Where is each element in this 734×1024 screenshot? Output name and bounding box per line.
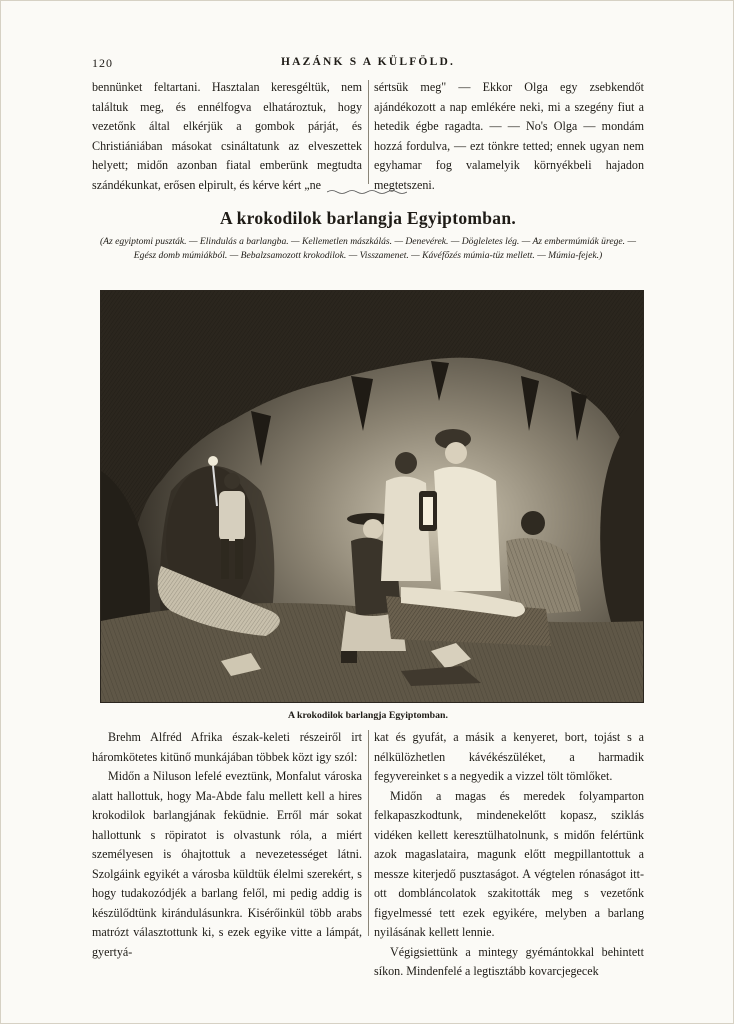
- article-summary: (Az egyiptomi puszták. — Elindulás a barlangba. — Kellemetlen mászkálás. — Denevérek. — Dögleletes lég. — Az embermúmiák ürege. — Egész domb múmiákból. — Bebalzsamozott krokodilok. — Visszamenet. — Kávéfőzés múmia-tüz mellett. — Múmia-fejek.): [99, 236, 636, 261]
- paragraph: sértsük meg" — Ekkor Olga egy zsebkendőt ajándékozott a nap emlékére neki, mi a szegény fiut a hetedik égbe ragadta. — — No's Olga — mondám hozzá fordulva, — ezt tönkre tetted; ennek ugyan nem egyhamar fog valamelyik környékbeli hajadon megtetszeni.: [374, 80, 644, 192]
- paragraph: Midőn a magas és meredek folyamparton felkapaszkodtunk, mindenekelőtt kopasz, sziklás vidéken kellett keresztülhatolnunk, s midőn felértünk azok magaslataira, magunk előtt megpillantottuk a messze kiterjedő pusztaságot. A végtelen rónaságot itt-ott dombláncolatok szakitották meg s vezetőnk figyelmessé tett ezek egyikére, melyben a barlang nyilásának kellett lennie.: [374, 788, 644, 939]
- page-number: 120: [92, 56, 113, 70]
- ornament-divider: [327, 189, 407, 195]
- column-divider: [368, 80, 369, 184]
- running-head: [92, 56, 644, 72]
- paragraph: Midőn a Niluson lefelé eveztünk, Monfalut városka alatt hallottuk, hogy Ma-Abde falu mellett kell a hires krokodilok barlangjának feküdnie. Erről már sokat hallottunk s röpiratot is olvastunk róla, a miért személyesen is óhajtottuk a nevezetességet látni. Szolgáink egyikét a városba küldtük élelmi szerekért, s hogy tudakozódjék a barlang felől, mi pedig addig is készülődtünk kirándulásunkra. Kisérőinkül több arabs matrózt választottunk ki, s ezek egyike vitte a lámpát, gyertyá-: [92, 769, 362, 959]
- article-title: A krokodilok barlangja Egyiptomban.: [219, 208, 517, 228]
- paragraph: kat és gyufát, a másik a kenyeret, bort, tojást s a nélkülözhetlen kávékészüléket, a harmadik fegyvereinket s a negyedik a vizzel tölt tömlőket.: [374, 730, 644, 783]
- paragraph: Brehm Alfréd Afrika észak-keleti részeiről irt háromkötetes kitünő munkájában többek közt igy szól:: [92, 730, 362, 764]
- engraving-image: [101, 291, 644, 703]
- top-right-column: [374, 78, 644, 192]
- paragraph: Végigsiettünk a mintegy gyémántokkal behintett síkon. Mindenfelé a legtisztább kovarcjegecek: [374, 944, 644, 978]
- top-left-column: [92, 78, 362, 192]
- paragraph: bennünket feltartani. Hasztalan keresgéltük, nem találtuk meg, és ennélfogva elhatároztuk, hogy vezetőnk által elkérjük a gombok párját, és Christiániában másokat csináltatunk az elveszettek helyett; midőn azonban fiatal emberünk megtudta szándékunkat, erősen elpirult, és kérve kért „ne: [92, 80, 362, 192]
- illustration-caption: A krokodilok barlangja Egyiptomban.: [288, 710, 448, 721]
- column-divider: [368, 730, 369, 936]
- bottom-left-column: [92, 728, 362, 959]
- cave-engraving-illustration: [100, 290, 644, 703]
- bottom-right-column: [374, 728, 644, 978]
- running-title: HAZÁNK S A KÜLFÖLD.: [280, 56, 456, 68]
